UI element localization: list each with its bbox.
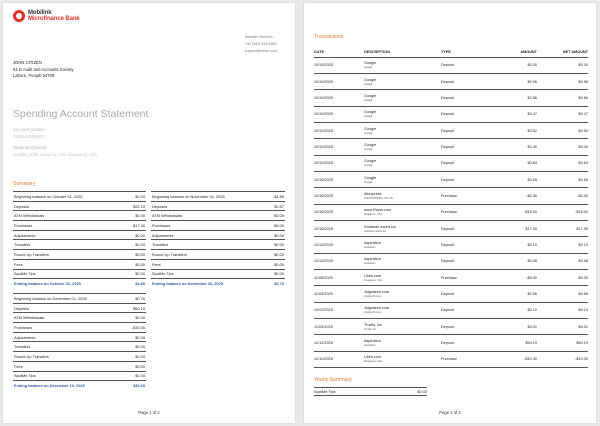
statement-period-main: October 2025 bbox=[13, 152, 39, 157]
summary-row bbox=[13, 221, 146, 231]
transaction-date: 10/03/2025 bbox=[314, 302, 364, 318]
transaction-net-amount: $0.08 bbox=[537, 253, 588, 269]
transaction-row bbox=[314, 302, 588, 318]
summary-row bbox=[13, 342, 146, 352]
transaction-description-main: Google bbox=[364, 93, 377, 98]
account-number-label: Account number bbox=[13, 127, 45, 132]
transaction-amount: -$10.30 bbox=[487, 351, 537, 367]
yearly-summary-title: Yearly Summary bbox=[314, 377, 352, 383]
transaction-row bbox=[314, 188, 588, 204]
summary-amount: $0.00 bbox=[122, 192, 146, 202]
summary-amount: $0.00 bbox=[124, 361, 147, 371]
summary-label: SpotMe Tips bbox=[13, 371, 124, 381]
transaction-description-main: Trustly, inc bbox=[364, 322, 382, 327]
transaction-description-sub: Google bbox=[364, 131, 373, 135]
summary-amount: $0.00 bbox=[122, 230, 146, 240]
summary-amount: $0.00 bbox=[124, 342, 147, 352]
transaction-date: 10/19/2025 bbox=[314, 57, 364, 73]
transaction-description bbox=[364, 122, 441, 138]
summary-amount: $0.00 bbox=[265, 230, 285, 240]
transaction-row bbox=[314, 57, 588, 73]
yearly-summary-amount: $0.00 bbox=[392, 388, 427, 396]
transaction-date: 11/12/2025 bbox=[314, 237, 364, 253]
summary-amount: $50.19 bbox=[124, 303, 147, 313]
transaction-net-amount: $0.10 bbox=[537, 237, 588, 253]
summary-row bbox=[13, 294, 146, 304]
summary-label: Adjustments bbox=[13, 332, 124, 342]
transaction-net-amount: $0.10 bbox=[537, 302, 588, 318]
transaction-description-sub: Singapore, SGL bbox=[364, 360, 383, 364]
summary-label: Adjustments bbox=[13, 230, 122, 240]
summary-label: Fees bbox=[151, 259, 265, 269]
transaction-type: Deposit bbox=[441, 286, 487, 302]
transaction-description bbox=[364, 204, 441, 220]
transaction-amount: $0.47 bbox=[487, 106, 537, 122]
summary-row bbox=[151, 269, 285, 279]
transaction-row bbox=[314, 155, 588, 171]
transaction-row bbox=[314, 171, 588, 187]
transaction-amount: $0.64 bbox=[487, 155, 537, 171]
summary-row bbox=[151, 201, 285, 211]
transaction-date: 11/03/2025 bbox=[314, 286, 364, 302]
yearly-summary-label: SpotMe Tips bbox=[314, 388, 392, 396]
transaction-row bbox=[314, 204, 588, 220]
summary-amount: $0.00 bbox=[265, 259, 285, 269]
transaction-description bbox=[364, 253, 441, 269]
summary-amount: $0.87 bbox=[265, 201, 285, 211]
summary-row bbox=[13, 201, 146, 211]
transaction-net-amount: $0.56 bbox=[537, 286, 588, 302]
transaction-description-sub: Google bbox=[364, 66, 373, 70]
transaction-description-main: Google bbox=[364, 142, 377, 147]
summary-november-table bbox=[151, 191, 285, 288]
summary-label: SpotMe Tips bbox=[13, 269, 122, 279]
transaction-net-amount: -$5.00 bbox=[537, 269, 588, 285]
transaction-description-main: Google bbox=[364, 110, 377, 115]
transaction-description-main: Google bbox=[364, 61, 377, 66]
summary-row bbox=[13, 381, 146, 391]
summary-amount: $0.00 bbox=[122, 250, 146, 260]
transaction-date: 10/16/2025 bbox=[314, 220, 364, 236]
summary-row bbox=[13, 192, 146, 202]
transaction-row bbox=[314, 106, 588, 122]
transaction-row bbox=[314, 90, 588, 106]
summary-label: Transfers bbox=[13, 240, 122, 250]
transaction-description bbox=[364, 269, 441, 285]
transaction-type: Deposit bbox=[441, 335, 487, 351]
transaction-type: Deposit bbox=[441, 57, 487, 73]
transaction-type: Purchase bbox=[441, 269, 487, 285]
transaction-amount: $50.19 bbox=[487, 335, 537, 351]
transaction-description bbox=[364, 286, 441, 302]
summary-amount: $0.00 bbox=[124, 313, 147, 323]
transaction-description bbox=[364, 335, 441, 351]
summary-label: Fees bbox=[13, 361, 124, 371]
transaction-net-amount: $17.39 bbox=[537, 220, 588, 236]
transaction-description bbox=[364, 139, 441, 155]
summary-label: Purchases bbox=[151, 221, 265, 231]
transaction-description-sub: Aspiration bbox=[364, 245, 376, 249]
page-1-footer: Page 1 of 2 bbox=[138, 410, 160, 415]
transaction-type: Deposit bbox=[441, 73, 487, 89]
transaction-description-main: Aliexpress bbox=[364, 191, 382, 196]
transaction-net-amount: $0.65 bbox=[537, 171, 588, 187]
transactions-title: Transactions bbox=[314, 34, 344, 40]
transaction-type: Deposit bbox=[441, 122, 487, 138]
summary-row bbox=[13, 211, 146, 221]
summary-label: SpotMe Tips bbox=[151, 269, 265, 279]
transaction-date: 10/19/2025 bbox=[314, 90, 364, 106]
transaction-type: Purchase bbox=[441, 188, 487, 204]
transaction-description bbox=[364, 220, 441, 236]
summary-amount: -$10.30 bbox=[124, 323, 147, 333]
summary-label: Adjustments bbox=[151, 230, 265, 240]
customer-address bbox=[13, 60, 74, 80]
transaction-row bbox=[314, 335, 588, 351]
member-services-email: support@mmbl.com bbox=[244, 49, 277, 53]
transaction-net-amount: $0.96 bbox=[537, 73, 588, 89]
transaction-amount: $0.96 bbox=[487, 73, 537, 89]
transaction-type: Deposit bbox=[441, 302, 487, 318]
transaction-date: 10/19/2025 bbox=[314, 171, 364, 187]
transaction-net-amount: $0.47 bbox=[537, 106, 588, 122]
transaction-net-amount: -$10.30 bbox=[537, 351, 588, 367]
summary-amount: $0.00 bbox=[124, 371, 147, 381]
transaction-description-sub: Aspiration bbox=[364, 344, 376, 348]
transaction-date: 10/19/2025 bbox=[314, 106, 364, 122]
summary-row bbox=[151, 230, 285, 240]
transaction-description bbox=[364, 351, 441, 367]
statement-period-label: Statement period bbox=[13, 145, 47, 150]
transaction-date: 10/16/2025 bbox=[314, 188, 364, 204]
transaction-type: Purchase bbox=[441, 351, 487, 367]
transaction-row bbox=[314, 139, 588, 155]
transaction-description-sub: Jsignitech.com bbox=[364, 294, 382, 298]
summary-label: Deposits bbox=[13, 201, 122, 211]
summary-amount: $0.00 bbox=[265, 269, 285, 279]
summary-label: Ending balance on October 31, 2025 bbox=[14, 281, 81, 287]
transaction-description-sub: Google bbox=[364, 98, 373, 102]
transaction-description-main: Jsignitech.com bbox=[364, 306, 390, 311]
summary-amount: -$17.30 bbox=[122, 221, 146, 231]
summary-label: ATM Withdrawals bbox=[13, 313, 124, 323]
summary-amount: $4.89 bbox=[265, 192, 285, 202]
transaction-date: 11/06/2025 bbox=[314, 269, 364, 285]
summary-amount: $0.00 bbox=[265, 240, 285, 250]
summary-row bbox=[151, 221, 285, 231]
summary-row bbox=[13, 279, 146, 289]
customer-name: JOHN CITIZEN bbox=[13, 60, 42, 65]
transaction-description-main: Google bbox=[364, 159, 377, 164]
member-services-label: Member Services bbox=[244, 35, 273, 39]
statement-title: Spending Account Statement bbox=[13, 108, 149, 120]
bank-logo-icon bbox=[13, 10, 25, 22]
transaction-amount: $0.30 bbox=[487, 57, 537, 73]
transaction-type: Deposit bbox=[441, 139, 487, 155]
transaction-description-sub: Google bbox=[364, 115, 373, 119]
summary-title: Summary bbox=[13, 181, 36, 187]
transaction-description-sub: 1161876505900, CN, US bbox=[364, 196, 393, 200]
summary-amount: $40.65 bbox=[133, 383, 145, 389]
summary-label: Ending balance on December 10, 2025 bbox=[14, 383, 85, 389]
summary-label: ATM Withdrawals bbox=[13, 211, 122, 221]
transaction-type: Deposit bbox=[441, 106, 487, 122]
transaction-description-main: Goldman sachs ba bbox=[364, 224, 396, 229]
transaction-net-amount: $0.64 bbox=[537, 155, 588, 171]
summary-row bbox=[13, 323, 146, 333]
header-net-amount: NET AMOUNT bbox=[537, 47, 588, 57]
summary-label: Purchases bbox=[13, 323, 124, 333]
transaction-description-main: Likes.com bbox=[364, 273, 382, 278]
transaction-net-amount: $50.19 bbox=[537, 335, 588, 351]
transaction-description bbox=[364, 237, 441, 253]
bank-name-line2: Microfinance Bank bbox=[28, 16, 80, 22]
summary-label: Round Up Transfers bbox=[151, 250, 265, 260]
transaction-description-sub: Trustly, inc bbox=[364, 327, 377, 331]
header-description: DESCRIPTION bbox=[364, 47, 441, 57]
summary-label: Transfers bbox=[13, 342, 124, 352]
transaction-description bbox=[364, 302, 441, 318]
summary-row bbox=[13, 361, 146, 371]
statement-page-2 bbox=[304, 3, 596, 423]
transaction-date: 11/03/2025 bbox=[314, 319, 364, 335]
transaction-date: 10/16/2025 bbox=[314, 204, 364, 220]
statement-page-1 bbox=[3, 3, 295, 423]
transaction-row bbox=[314, 220, 588, 236]
summary-label: Deposits bbox=[151, 201, 265, 211]
transaction-description-main: Jsignitech.com bbox=[364, 289, 390, 294]
summary-label: Fees bbox=[13, 259, 122, 269]
transaction-net-amount: $0.01 bbox=[537, 319, 588, 335]
transaction-description bbox=[364, 188, 441, 204]
transactions-table bbox=[314, 47, 588, 368]
transaction-description bbox=[364, 57, 441, 73]
transaction-amount: $0.08 bbox=[487, 253, 537, 269]
customer-address-line2: Lahore, Punjab 54709 bbox=[13, 73, 55, 78]
transaction-type: Deposit bbox=[441, 319, 487, 335]
summary-label: ATM Withdrawals bbox=[151, 211, 265, 221]
transaction-date: 10/19/2025 bbox=[314, 139, 364, 155]
transaction-type: Deposit bbox=[441, 220, 487, 236]
transaction-net-amount: $0.86 bbox=[537, 90, 588, 106]
summary-amount: -$5.00 bbox=[265, 221, 285, 231]
summary-amount: $22.19 bbox=[122, 201, 146, 211]
transaction-type: Deposit bbox=[441, 253, 487, 269]
transaction-date: 10/19/2025 bbox=[314, 155, 364, 171]
transaction-description bbox=[364, 90, 441, 106]
summary-amount: $4.89 bbox=[135, 281, 145, 287]
transaction-amount: $0.10 bbox=[487, 237, 537, 253]
summary-row bbox=[151, 279, 285, 289]
page-2-footer: Page 2 of 2 bbox=[439, 410, 461, 415]
summary-december-table bbox=[13, 293, 146, 390]
statement-period-value bbox=[13, 152, 97, 157]
summary-label: Beginning balance on October 01, 2025 bbox=[13, 192, 122, 202]
transaction-description-sub: Google bbox=[364, 147, 373, 151]
transaction-description-main: Google bbox=[364, 77, 377, 82]
summary-amount: $0.00 bbox=[124, 352, 147, 362]
transaction-type: Deposit bbox=[441, 237, 487, 253]
account-number-value: 32501441/68021 bbox=[13, 134, 45, 139]
statement-period-range: (October 01, 2025 - December 10, 2025) bbox=[39, 153, 98, 157]
yearly-summary-row bbox=[314, 388, 427, 396]
transaction-description-sub: Singapore, SGL bbox=[364, 278, 383, 282]
transaction-description-sub: Google bbox=[364, 82, 373, 86]
transaction-description-main: Likes.com bbox=[364, 355, 382, 360]
transaction-description-main: Google bbox=[364, 175, 377, 180]
summary-row bbox=[13, 250, 146, 260]
summary-row bbox=[151, 211, 285, 221]
member-services-contact bbox=[245, 34, 277, 55]
transactions-header-row bbox=[314, 47, 588, 57]
summary-row bbox=[151, 250, 285, 260]
summary-amount: $0.00 bbox=[122, 259, 146, 269]
summary-row bbox=[151, 240, 285, 250]
transaction-type: Deposit bbox=[441, 155, 487, 171]
transaction-date: 10/19/2025 bbox=[314, 73, 364, 89]
summary-amount: $0.76 bbox=[124, 294, 147, 304]
transaction-description bbox=[364, 73, 441, 89]
transaction-net-amount: $0.40 bbox=[537, 139, 588, 155]
transaction-row bbox=[314, 73, 588, 89]
transaction-net-amount: -$2.30 bbox=[537, 188, 588, 204]
transaction-amount: $0.01 bbox=[487, 319, 537, 335]
transaction-row bbox=[314, 286, 588, 302]
bank-name-line1: Mobilink bbox=[28, 10, 52, 16]
summary-label: Purchases bbox=[13, 221, 122, 231]
transaction-amount: $0.65 bbox=[487, 171, 537, 187]
transaction-description-sub: Goldman sachs ba bbox=[364, 229, 386, 233]
transaction-date: 12/12/2025 bbox=[314, 335, 364, 351]
transaction-description bbox=[364, 319, 441, 335]
summary-row bbox=[151, 259, 285, 269]
summary-amount: $0.00 bbox=[124, 332, 147, 342]
transaction-net-amount: $0.30 bbox=[537, 57, 588, 73]
transaction-row bbox=[314, 122, 588, 138]
transaction-amount: $0.40 bbox=[487, 139, 537, 155]
transaction-row bbox=[314, 237, 588, 253]
transaction-type: Purchase bbox=[441, 204, 487, 220]
customer-address-line1: 51 D Audit and Accounts Society bbox=[13, 66, 74, 72]
header-amount: AMOUNT bbox=[487, 47, 537, 57]
transaction-amount: $0.10 bbox=[487, 302, 537, 318]
transaction-row bbox=[314, 351, 588, 367]
transaction-amount: $17.39 bbox=[487, 220, 537, 236]
member-services-phone: +92 (343) 244-6363 bbox=[244, 42, 277, 46]
transaction-description-sub: Google bbox=[364, 164, 373, 168]
summary-row bbox=[13, 230, 146, 240]
transaction-amount: $0.86 bbox=[487, 90, 537, 106]
transaction-description-main: www.Razer.com bbox=[364, 208, 392, 213]
summary-label: Transfers bbox=[151, 240, 265, 250]
summary-amount: $0.00 bbox=[122, 211, 146, 221]
transaction-amount: -$15.00 bbox=[487, 204, 537, 220]
summary-row bbox=[13, 303, 146, 313]
summary-amount: $0.00 bbox=[265, 211, 285, 221]
summary-row bbox=[13, 352, 146, 362]
transaction-description-main: Google bbox=[364, 126, 377, 131]
transaction-amount: $0.56 bbox=[487, 286, 537, 302]
header-type: TYPE bbox=[441, 47, 487, 57]
transaction-row bbox=[314, 319, 588, 335]
transaction-description bbox=[364, 155, 441, 171]
summary-row bbox=[13, 259, 146, 269]
transaction-net-amount: $0.52 bbox=[537, 122, 588, 138]
header-date: DATE bbox=[314, 47, 364, 57]
transaction-description-sub: Aspiration bbox=[364, 262, 376, 266]
transaction-type: Deposit bbox=[441, 171, 487, 187]
transaction-description-sub: Jsignitech.com bbox=[364, 311, 382, 315]
summary-label: Deposits bbox=[13, 303, 124, 313]
transaction-amount: -$5.00 bbox=[487, 269, 537, 285]
transaction-row bbox=[314, 269, 588, 285]
summary-amount: $0.76 bbox=[274, 281, 284, 287]
transaction-row bbox=[314, 253, 588, 269]
transaction-date: 11/12/2025 bbox=[314, 253, 364, 269]
transaction-description-main: Aspiration bbox=[364, 257, 381, 262]
transaction-date: 10/19/2025 bbox=[314, 122, 364, 138]
transaction-type: Deposit bbox=[441, 90, 487, 106]
summary-row bbox=[13, 313, 146, 323]
summary-label: Ending balance on November 30, 2025 bbox=[152, 281, 223, 287]
summary-row bbox=[13, 332, 146, 342]
transaction-amount: $0.52 bbox=[487, 122, 537, 138]
summary-label: Beginning balance on November 01, 2025 bbox=[151, 192, 265, 202]
transaction-description-main: Aspiration bbox=[364, 339, 381, 344]
transaction-description bbox=[364, 171, 441, 187]
summary-label: Beginning balance on December 01, 2025 bbox=[13, 294, 124, 304]
summary-row bbox=[151, 192, 285, 202]
summary-amount: $0.00 bbox=[122, 269, 146, 279]
bank-logo bbox=[13, 10, 80, 22]
summary-row bbox=[13, 371, 146, 381]
summary-label: Round Up Transfers bbox=[13, 250, 122, 260]
transaction-amount: -$2.30 bbox=[487, 188, 537, 204]
summary-label: Round Up Transfers bbox=[13, 352, 124, 362]
summary-row bbox=[13, 269, 146, 279]
transaction-description bbox=[364, 106, 441, 122]
yearly-summary-table bbox=[314, 387, 427, 396]
transaction-description-sub: Google bbox=[364, 180, 373, 184]
summary-row bbox=[13, 240, 146, 250]
transaction-net-amount: -$15.00 bbox=[537, 204, 588, 220]
summary-amount: $0.00 bbox=[265, 250, 285, 260]
summary-october-table bbox=[13, 191, 146, 288]
summary-amount: $0.00 bbox=[122, 240, 146, 250]
transaction-date: 12/10/2025 bbox=[314, 351, 364, 367]
transaction-description-sub: Singapore, SGL bbox=[364, 213, 383, 217]
transaction-description-main: Aspiration bbox=[364, 240, 381, 245]
